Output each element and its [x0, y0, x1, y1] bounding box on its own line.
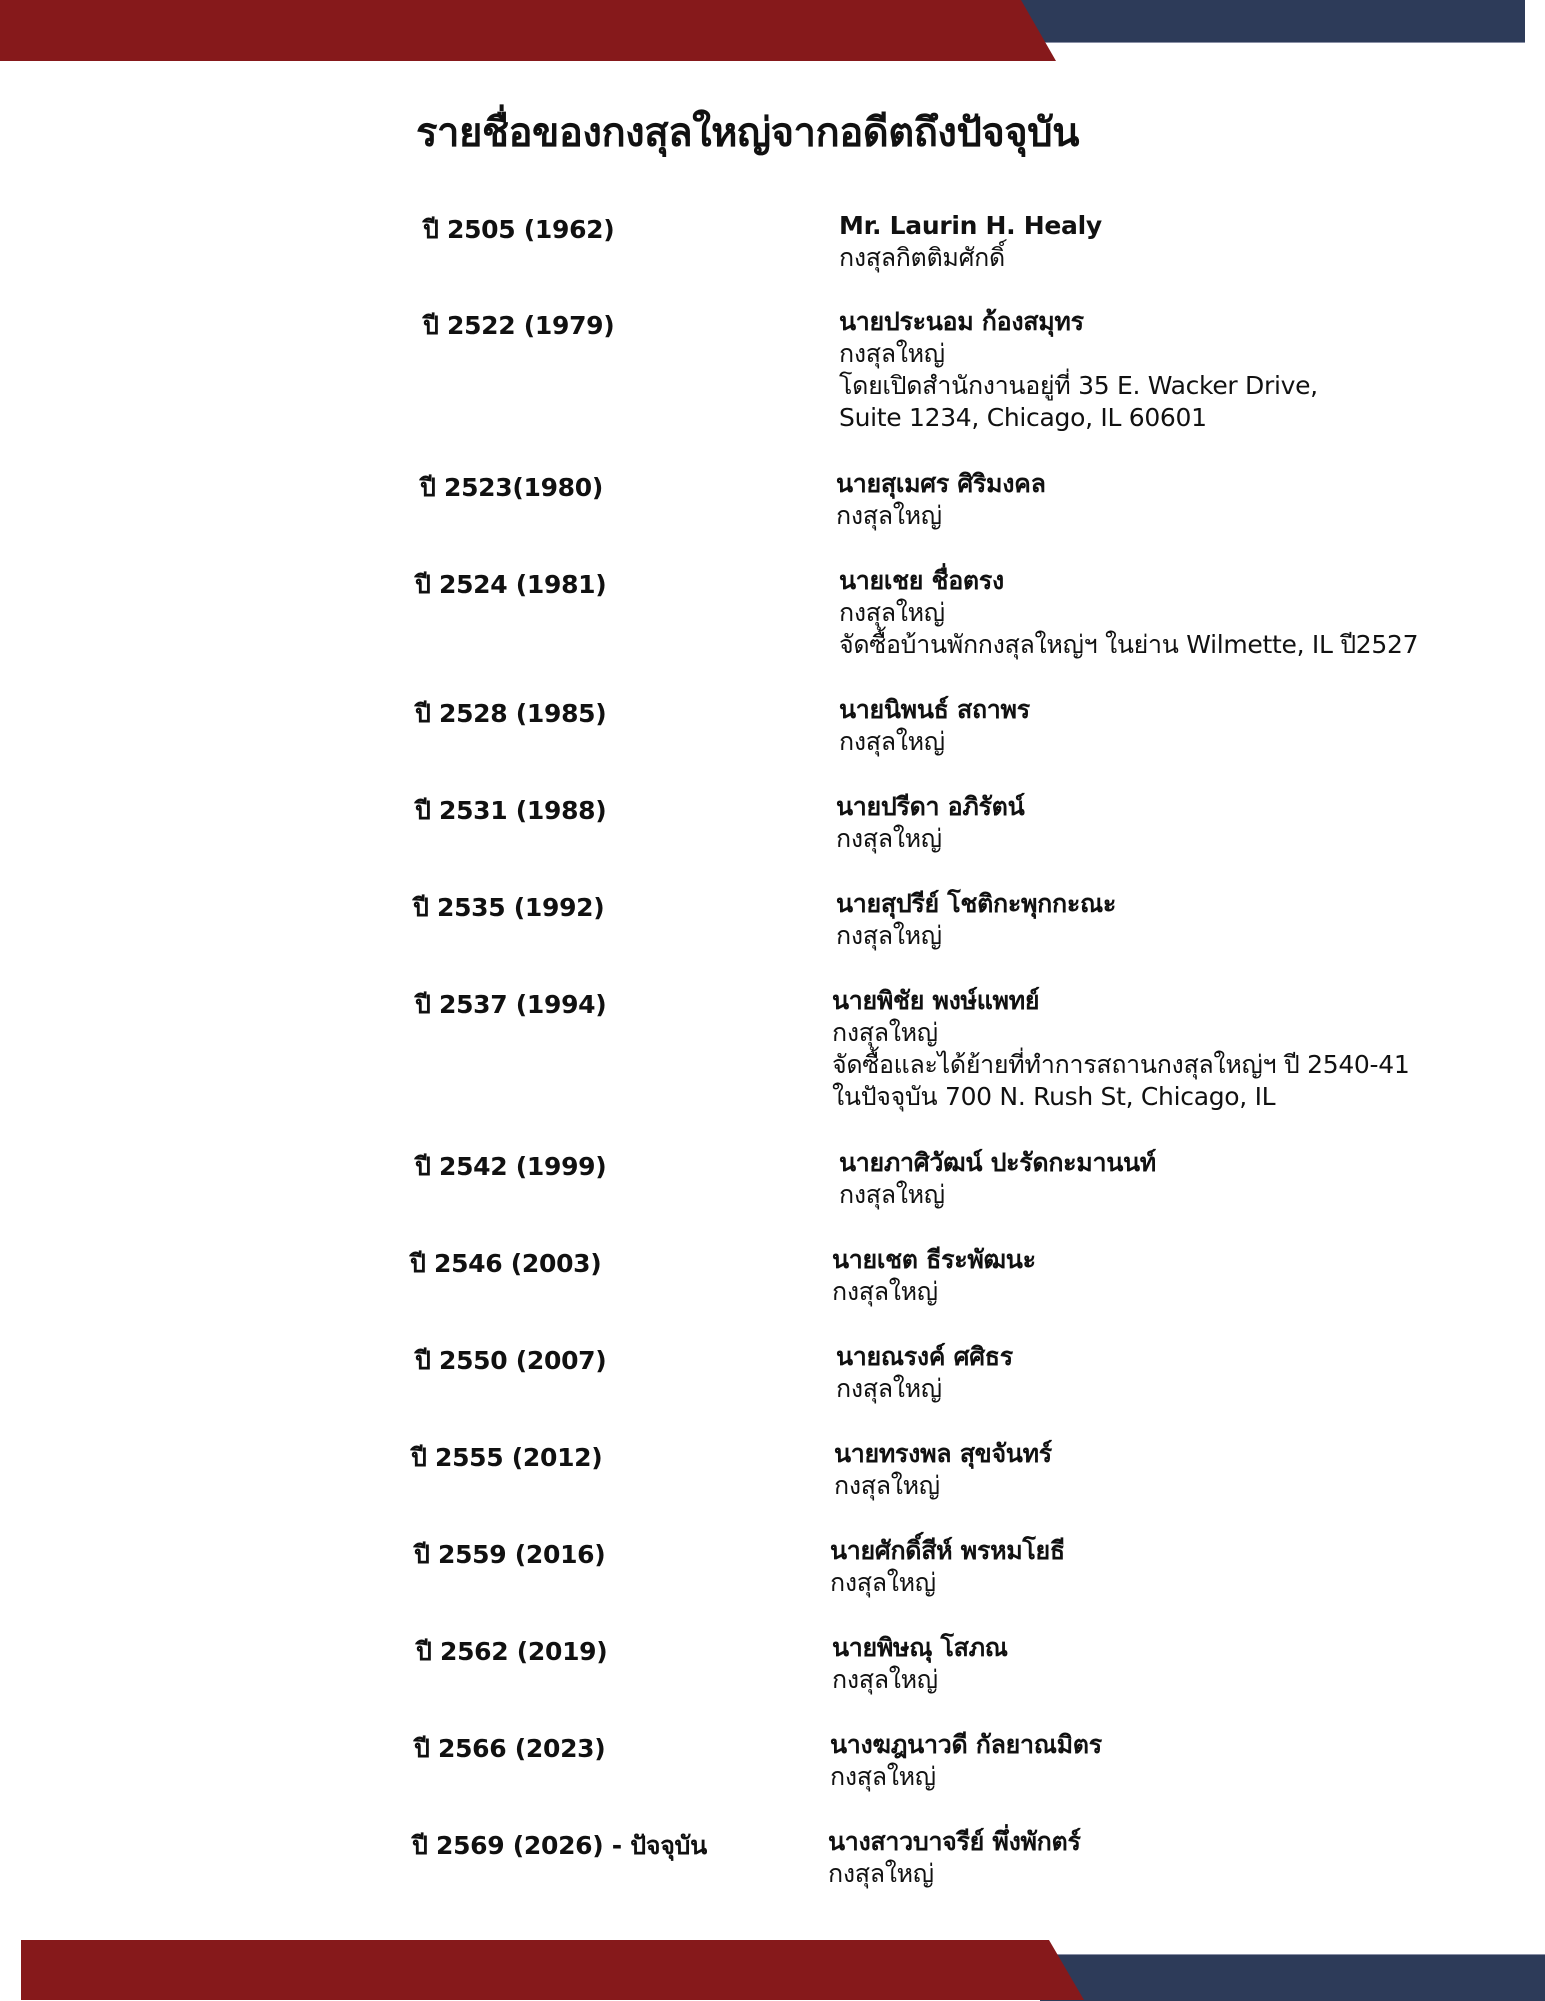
term-year: ปี 2505 (1962)	[423, 215, 615, 244]
consul-name: นางสาวบาจรีย์ พึ่งพักตร์	[828, 1827, 1081, 1856]
page-title: รายชื่อของกงสุลใหญ่จากอดีตถึงปัจจุบัน	[416, 110, 1079, 156]
consul-name: นายนิพนธ์ สถาพร	[839, 695, 1030, 724]
header-red-band	[0, 0, 1056, 61]
consul-note: โดยเปิดสำนักงานอยู่ที่ 35 E. Wacker Drive,	[839, 371, 1318, 400]
consul-title: กงสุลใหญ่	[836, 1374, 942, 1403]
consul-note: ในปัจจุบัน 700 N. Rush St, Chicago, IL	[832, 1082, 1276, 1111]
consul-info	[836, 468, 1046, 532]
term-year: ปี 2524 (1981)	[415, 570, 607, 599]
term-year: ปี 2566 (2023)	[414, 1734, 606, 1763]
consul-name: นายเชต ธีระพัฒนะ	[832, 1245, 1036, 1274]
consul-info	[828, 1826, 1081, 1890]
footer-red-band	[21, 1940, 1084, 2000]
term-year: ปี 2569 (2026) - ปัจจุบัน	[412, 1831, 707, 1860]
consul-name: Mr. Laurin H. Healy	[839, 211, 1102, 240]
consul-info	[832, 1632, 1008, 1696]
consul-title: กงสุลใหญ่	[832, 1018, 938, 1047]
consul-info	[836, 1341, 1013, 1405]
consul-info	[830, 1729, 1102, 1793]
consul-title: กงสุลใหญ่	[830, 1568, 936, 1597]
consul-title: กงสุลใหญ่	[836, 501, 942, 530]
consul-title: กงสุลใหญ่	[828, 1859, 934, 1888]
term-year: ปี 2531 (1988)	[415, 796, 607, 825]
term-year: ปี 2537 (1994)	[415, 990, 607, 1019]
consul-title: กงสุลใหญ่	[839, 339, 945, 368]
term-year: ปี 2555 (2012)	[411, 1443, 603, 1472]
consul-title: กงสุลใหญ่	[834, 1471, 940, 1500]
term-year: ปี 2535 (1992)	[413, 893, 605, 922]
term-year: ปี 2523(1980)	[420, 473, 603, 502]
consul-info	[832, 985, 1409, 1113]
consul-name: นายสุเมศร ศิริมงคล	[836, 469, 1046, 498]
consul-info	[839, 694, 1030, 758]
consul-name: นายพิษณุ โสภณ	[832, 1633, 1008, 1662]
term-year: ปี 2559 (2016)	[414, 1540, 606, 1569]
consul-name: นายทรงพล สุขจันทร์	[834, 1439, 1052, 1468]
consul-info	[832, 1244, 1036, 1308]
consul-title: กงสุลใหญ่	[836, 824, 942, 853]
consul-title: กงสุลใหญ่	[839, 598, 945, 627]
consul-info	[830, 1535, 1065, 1599]
consul-title: กงสุลใหญ่	[832, 1665, 938, 1694]
consul-name: นายพิชัย พงษ์แพทย์	[832, 986, 1040, 1015]
consul-info	[839, 306, 1318, 434]
consul-name: นายภาศิวัฒน์ ปะรัดกะมานนท์	[839, 1148, 1156, 1177]
consul-note: จัดซื้อและได้ย้ายที่ทำการสถานกงสุลใหญ่ฯ ปี 2540-41	[832, 1050, 1410, 1079]
consul-info	[836, 888, 1116, 952]
consul-name: นายปรีดา อภิรัตน์	[836, 792, 1025, 821]
term-year: ปี 2546 (2003)	[410, 1249, 602, 1278]
consul-info	[839, 210, 1102, 274]
consul-name: นายศักดิ์สีห์ พรหมโยธี	[830, 1536, 1065, 1565]
consul-info	[839, 565, 1418, 661]
consul-info	[836, 791, 1024, 855]
consul-title: กงสุลใหญ่	[830, 1762, 936, 1791]
consul-title: กงสุลใหญ่	[839, 727, 945, 756]
footer-navy-band	[1040, 1954, 1545, 2001]
consul-name: นายประนอม ก้องสมุทร	[839, 307, 1084, 336]
consul-title: กงสุลใหญ่	[836, 921, 942, 950]
consul-info	[839, 1147, 1156, 1211]
term-year: ปี 2562 (2019)	[416, 1637, 608, 1666]
consul-name: นายเชย ชื่อตรง	[839, 566, 1004, 595]
header-navy-band	[1000, 0, 1525, 43]
consul-name: นางฆฎนาวดี กัลยาณมิตร	[830, 1730, 1102, 1759]
consul-note: Suite 1234, Chicago, IL 60601	[839, 403, 1207, 432]
term-year: ปี 2550 (2007)	[415, 1346, 607, 1375]
consul-info	[834, 1438, 1052, 1502]
consul-note: จัดซื้อบ้านพักกงสุลใหญ่ฯ ในย่าน Wilmette, IL ปี2527	[839, 630, 1419, 659]
term-year: ปี 2522 (1979)	[423, 311, 615, 340]
term-year: ปี 2542 (1999)	[415, 1152, 607, 1181]
consul-name: นายสุปรีย์ โชติกะพุกกะณะ	[836, 889, 1116, 918]
consul-title: กงสุลใหญ่	[839, 1180, 945, 1209]
consul-name: นายณรงค์ ศศิธร	[836, 1342, 1013, 1371]
term-year: ปี 2528 (1985)	[415, 699, 607, 728]
consul-title: กงสุลใหญ่	[832, 1277, 938, 1306]
consul-title: กงสุลกิตติมศักดิ์	[839, 243, 1005, 272]
